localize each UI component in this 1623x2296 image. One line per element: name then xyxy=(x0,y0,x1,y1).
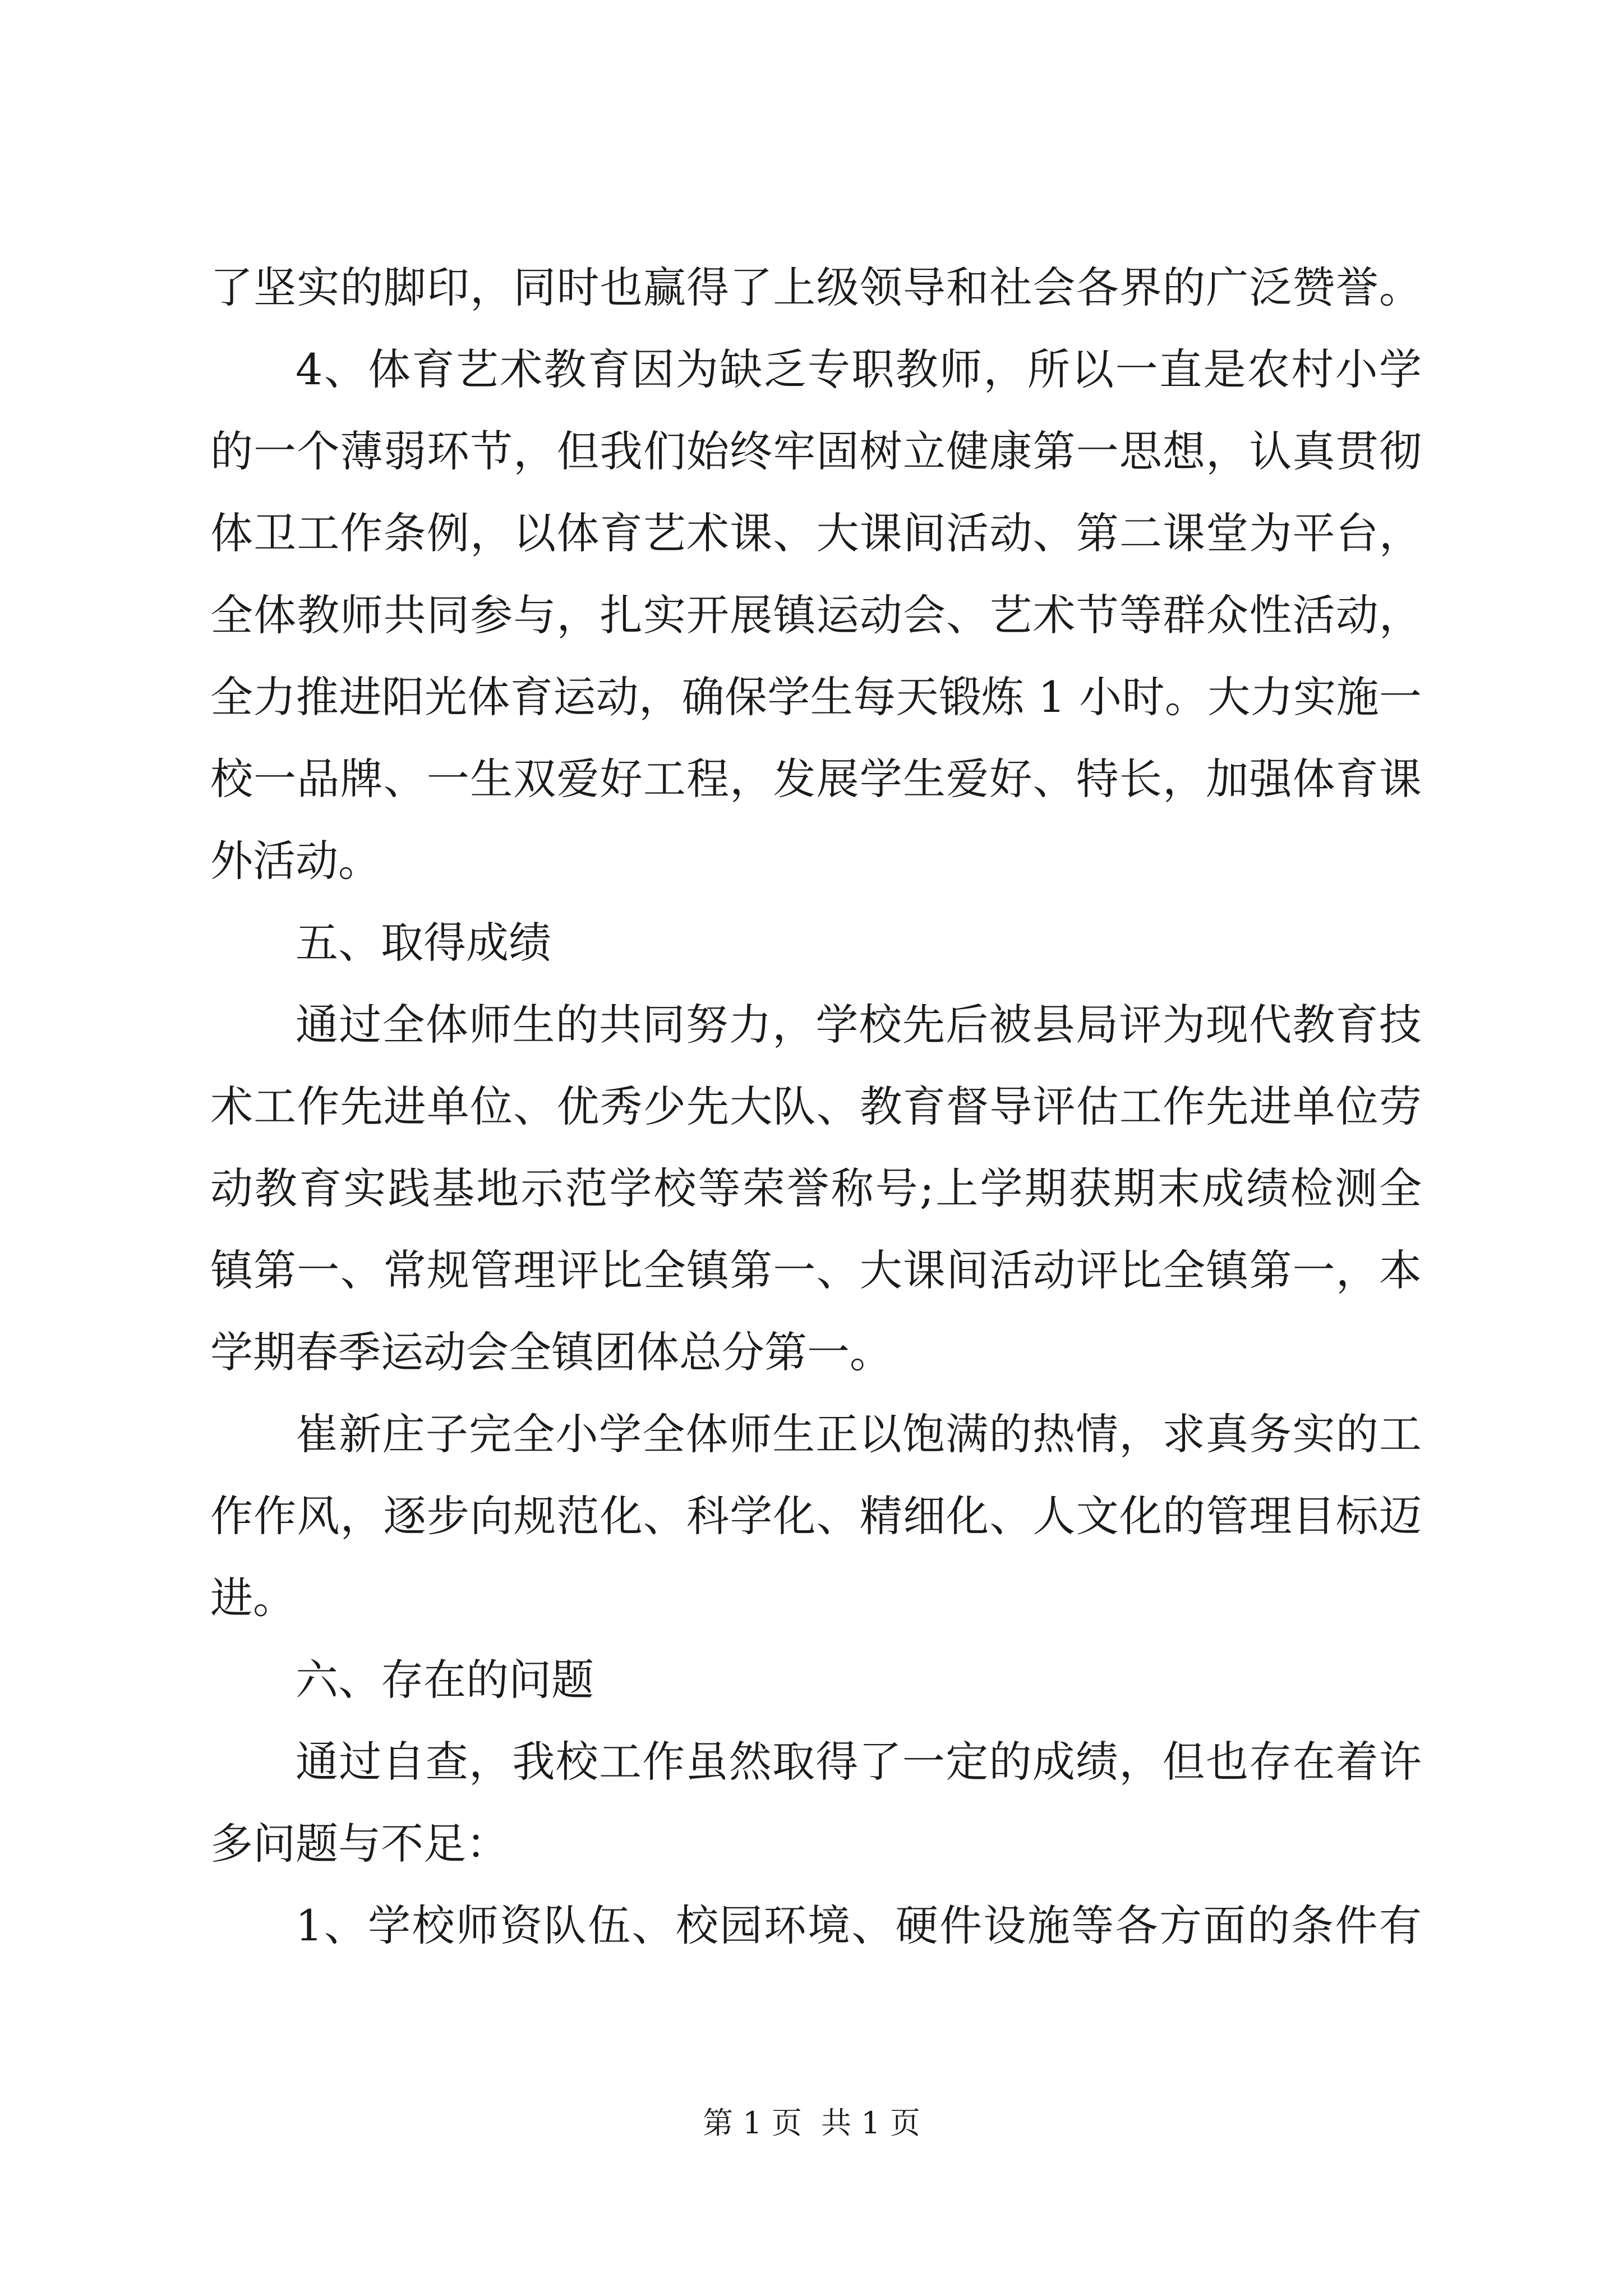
text-line: 4、体育艺术教育因为缺乏专职教师，所以一直是农村小学 xyxy=(296,344,1422,394)
text-line: 校一品牌、一生双爱好工程，发展学生爱好、特长，加强体育课 xyxy=(210,754,1422,804)
text-line: 外活动。 xyxy=(210,836,381,886)
text-line: 通过自查，我校工作虽然取得了一定的成绩，但也存在着许 xyxy=(296,1737,1422,1787)
text-line: 动教育实践基地示范学校等荣誉称号;上学期获期末成绩检测全 xyxy=(210,1163,1422,1213)
document-body xyxy=(210,247,1422,1967)
text-line: 学期春季运动会全镇团体总分第一。 xyxy=(210,1327,892,1377)
text-line: 1、学校师资队伍、校园环境、硬件设施等各方面的条件有 xyxy=(296,1901,1422,1950)
text-line: 了坚实的脚印，同时也赢得了上级领导和社会各界的广泛赞誉。 xyxy=(210,263,1422,312)
text-line: 五、取得成绩 xyxy=(296,918,551,968)
text-line: 的一个薄弱环节，但我们始终牢固树立健康第一思想，认真贯彻 xyxy=(210,426,1422,476)
text-line: 崔新庄子完全小学全体师生正以饱满的热情，求真务实的工 xyxy=(296,1409,1422,1459)
text-line: 体卫工作条例，以体育艺术课、大课间活动、第二课堂为平台， xyxy=(210,508,1422,558)
text-line: 全力推进阳光体育运动，确保学生每天锻炼 1 小时。大力实施一 xyxy=(210,672,1422,722)
text-line: 作作风，逐步向规范化、科学化、精细化、人文化的管理目标迈 xyxy=(210,1491,1422,1541)
text-line: 术工作先进单位、优秀少先大队、教育督导评估工作先进单位劳 xyxy=(210,1082,1422,1131)
text-line: 多问题与不足： xyxy=(210,1819,509,1869)
text-line: 全体教师共同参与，扎实开展镇运动会、艺术节等群众性活动， xyxy=(210,590,1422,640)
text-line: 六、存在的问题 xyxy=(296,1655,594,1705)
text-line: 镇第一、常规管理评比全镇第一、大课间活动评比全镇第一，本 xyxy=(210,1245,1422,1295)
page-footer xyxy=(0,2101,1623,2146)
text-line: 进。 xyxy=(210,1573,296,1623)
text-line: 通过全体师生的共同努力，学校先后被县局评为现代教育技 xyxy=(296,1000,1422,1050)
page-number-label: 第 1 页 共 1 页 xyxy=(703,2105,920,2141)
